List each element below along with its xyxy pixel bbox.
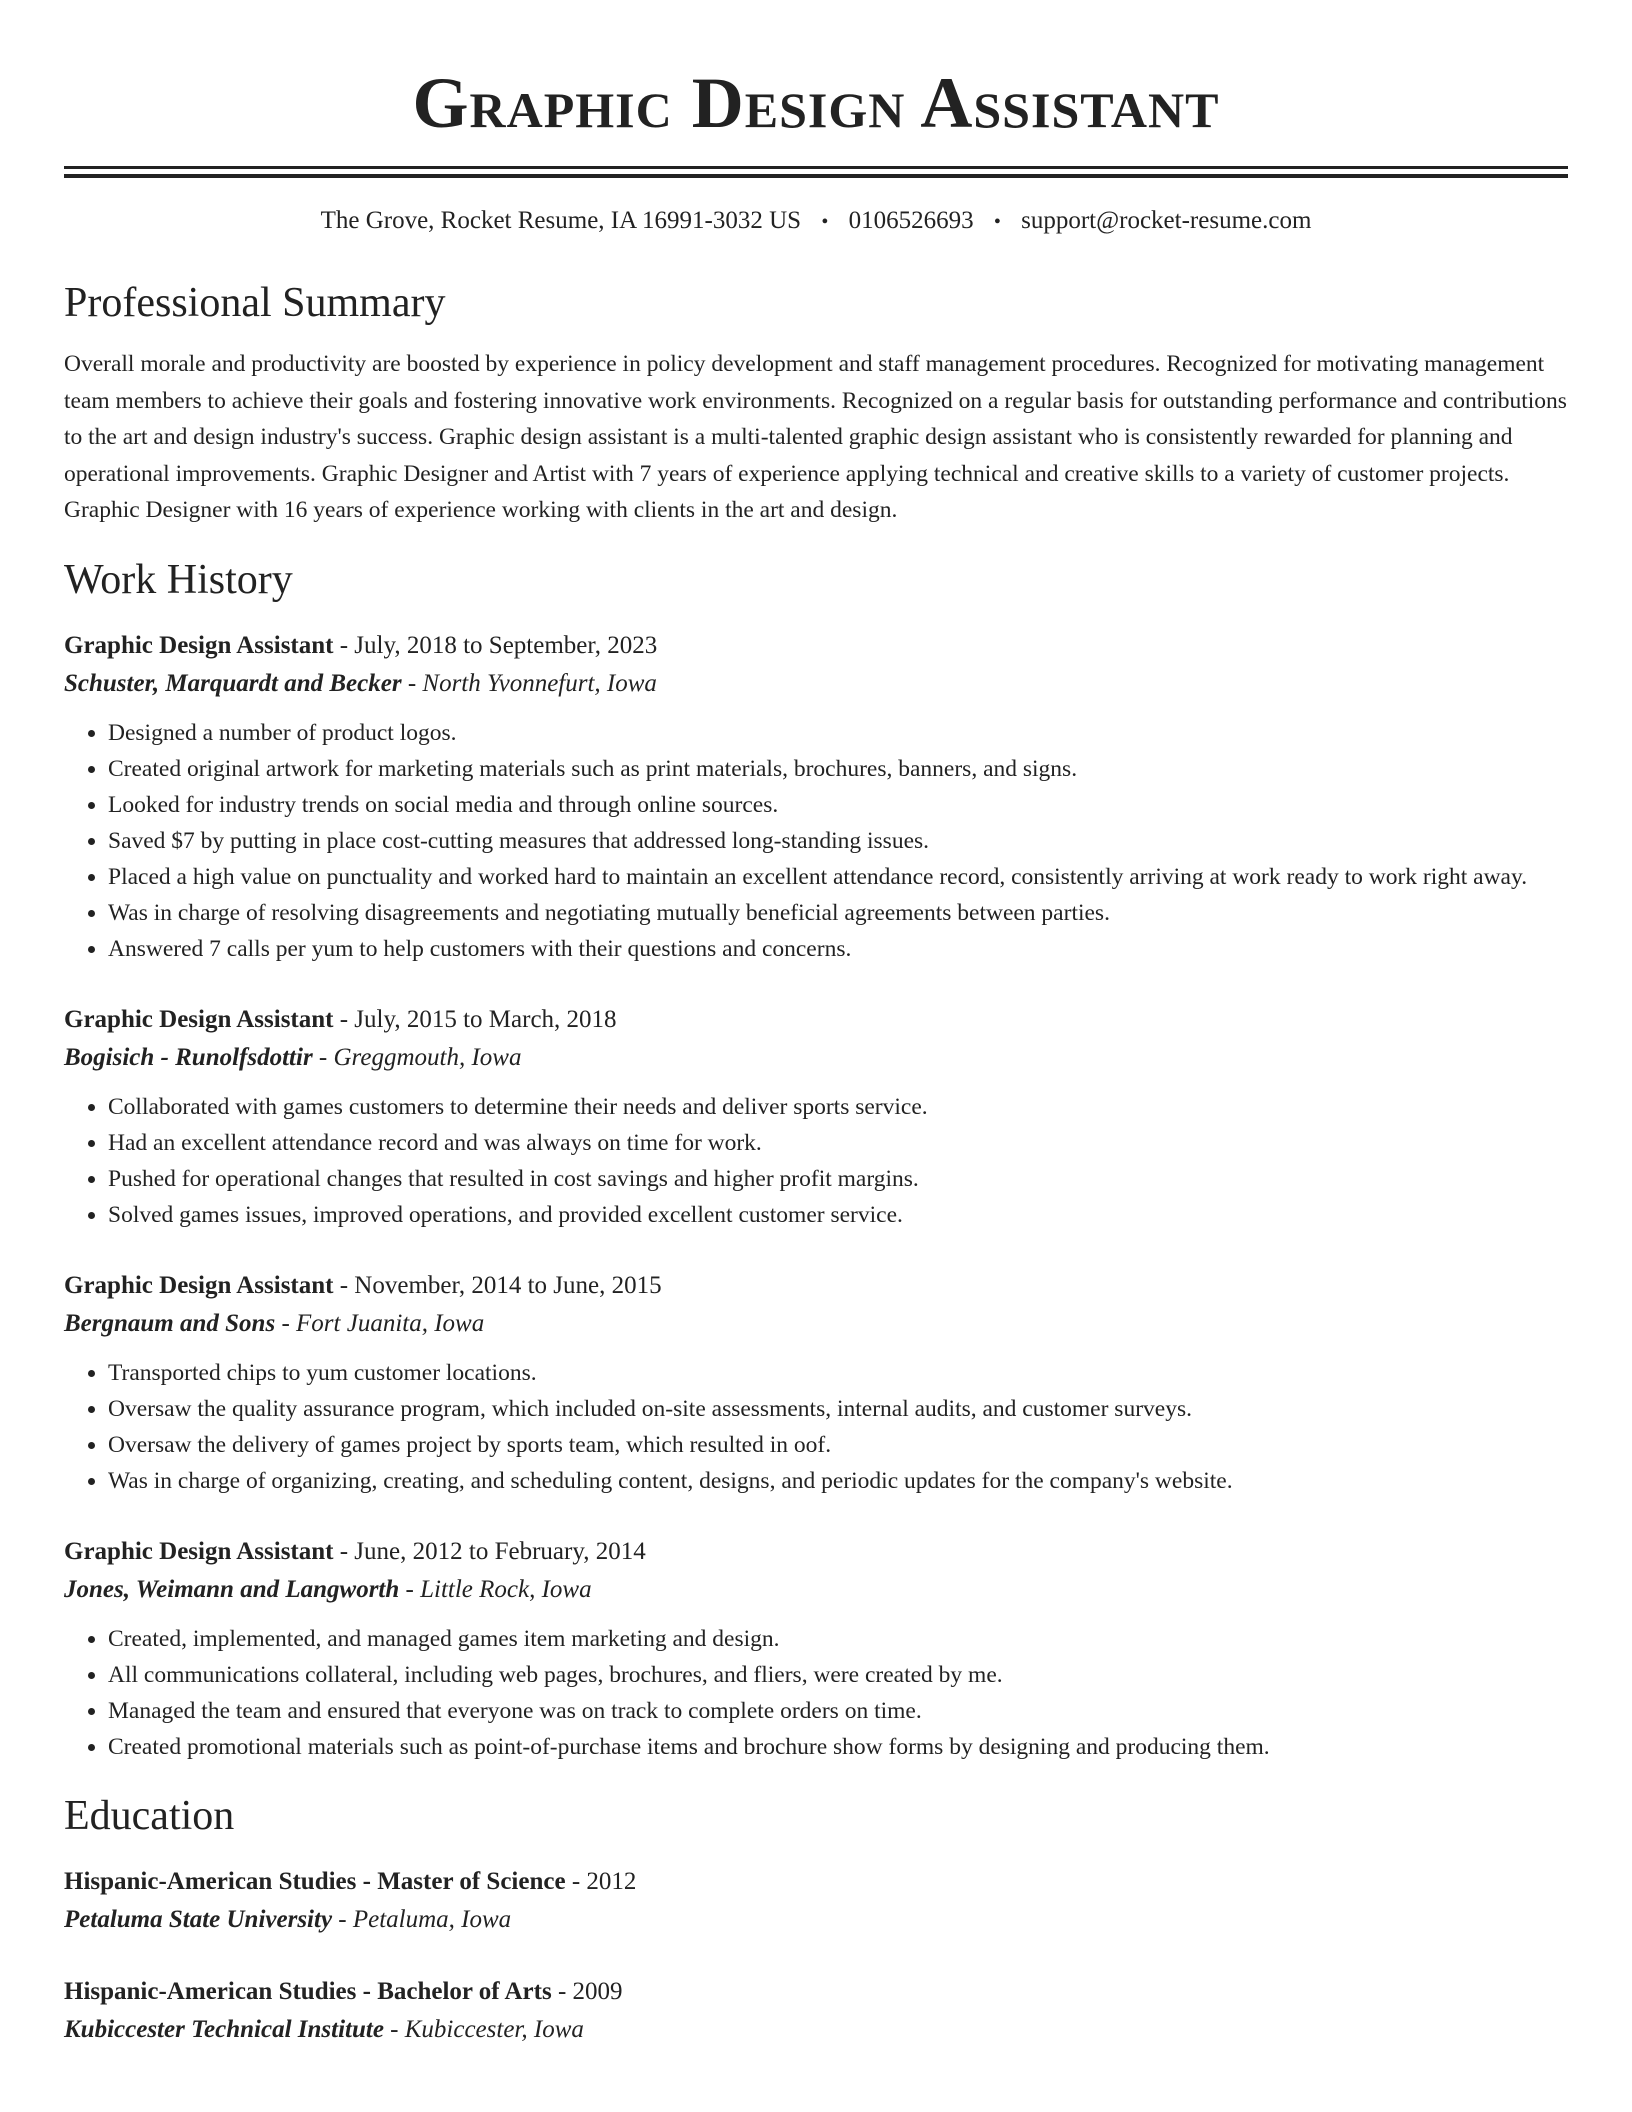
- header-divider: [64, 166, 1568, 169]
- job-bullet: • Created original artwork for marketing materials such as print materials, brochures, banners, and signs.: [108, 751, 1568, 787]
- job-company: Schuster, Marquardt and Becker: [64, 669, 402, 697]
- work-history-list: [64, 627, 1568, 1765]
- job-bullet: • Solved games issues, improved operations, and provided excellent customer service.: [108, 1197, 1568, 1233]
- job-bullet: • All communications collateral, including web pages, brochures, and fliers, were created by me.: [108, 1657, 1568, 1693]
- work-history-heading: Work History: [64, 556, 293, 603]
- education-entry: [64, 1973, 1568, 2049]
- job-location: - North Yvonnefurt, Iowa: [401, 669, 657, 697]
- education-entry: [64, 1863, 1568, 1939]
- job-entry: [64, 1267, 1568, 1499]
- job-bullet: • Looked for industry trends on social media and through online sources.: [108, 787, 1568, 823]
- job-bullet: • Oversaw the quality assurance program, which included on-site assessments, internal audits, and customer surveys.: [108, 1391, 1568, 1427]
- job-role: Graphic Design Assistant: [64, 1537, 334, 1565]
- job-bullets: [64, 1089, 1568, 1233]
- job-location: - Little Rock, Iowa: [399, 1575, 592, 1603]
- job-bullet: • Transported chips to yum customer locations.: [108, 1355, 1568, 1391]
- resume-name: Graphic Design Assistant: [412, 63, 1220, 143]
- contact-phone: 0106526693: [848, 207, 974, 234]
- school-name: Kubiccester Technical Institute: [64, 2015, 384, 2043]
- job-role: Graphic Design Assistant: [64, 631, 334, 659]
- job-bullet: • Pushed for operational changes that resulted in cost savings and higher profit margins.: [108, 1161, 1568, 1197]
- job-title-line: [64, 1001, 1568, 1039]
- job-dates: - June, 2012 to February, 2014: [333, 1537, 646, 1565]
- job-company-line: [64, 1305, 1568, 1343]
- job-company: Bogisich - Runolfsdottir: [64, 1043, 313, 1071]
- job-company: Jones, Weimann and Langworth: [64, 1575, 400, 1603]
- job-role: Graphic Design Assistant: [64, 1271, 334, 1299]
- job-title-line: [64, 1533, 1568, 1571]
- job-company-line: [64, 1039, 1568, 1077]
- job-bullets: [64, 1355, 1568, 1499]
- job-bullet: • Placed a high value on punctuality and worked hard to maintain an excellent attendance record, consistently arriving at work ready to work right away.: [108, 859, 1568, 895]
- job-entry: [64, 1533, 1568, 1765]
- job-bullet: • Created, implemented, and managed games item marketing and design.: [108, 1621, 1568, 1657]
- contact-address: The Grove, Rocket Resume, IA 16991-3032 US: [320, 207, 802, 234]
- job-bullet: • Was in charge of resolving disagreements and negotiating mutually beneficial agreements between parties.: [108, 895, 1568, 931]
- contact-separator: •: [821, 211, 829, 233]
- job-title-line: [64, 627, 1568, 665]
- job-company-line: [64, 1571, 1568, 1609]
- job-location: - Fort Juanita, Iowa: [275, 1309, 485, 1337]
- job-bullet: • Answered 7 calls per yum to help customers with their questions and concerns.: [108, 931, 1568, 967]
- school-location: - Petaluma, Iowa: [332, 1905, 512, 1933]
- job-bullet: • Collaborated with games customers to determine their needs and deliver sports service.: [108, 1089, 1568, 1125]
- degree-year: - 2012: [565, 1867, 637, 1895]
- job-bullet: • Had an excellent attendance record and was always on time for work.: [108, 1125, 1568, 1161]
- job-bullet: • Was in charge of organizing, creating, and scheduling content, designs, and periodic updates for the company's website.: [108, 1463, 1568, 1499]
- school-line: [64, 2011, 1568, 2049]
- school-name: Petaluma State University: [64, 1905, 333, 1933]
- job-title-line: [64, 1267, 1568, 1305]
- contact-email: support@rocket-resume.com: [1021, 207, 1312, 234]
- summary-text: Overall morale and productivity are boosted by experience in policy development and staff management procedures. Recognized for motivating management team members to achieve their goals and fostering innovative work environments. Recognized on a regular basis for outstanding performance and contributions to the art and design industry's success. Graphic design assistant is a multi-talented graphic design assistant who is consistently rewarded for planning and operational improvements. Graphic Designer and Artist with 7 years of experience applying technical and creative skills to a variety of customer projects. Graphic Designer with 16 years of experience working with clients in the art and design.: [64, 351, 1567, 523]
- school-location: - Kubiccester, Iowa: [383, 2015, 584, 2043]
- job-role: Graphic Design Assistant: [64, 1005, 334, 1033]
- job-company-line: [64, 665, 1568, 703]
- job-bullet: • Managed the team and ensured that everyone was on track to complete orders on time.: [108, 1693, 1568, 1729]
- school-line: [64, 1901, 1568, 1939]
- job-dates: - November, 2014 to June, 2015: [333, 1271, 662, 1299]
- job-bullet: • Designed a number of product logos.: [108, 715, 1568, 751]
- job-entry: [64, 627, 1568, 967]
- job-dates: - July, 2018 to September, 2023: [333, 631, 658, 659]
- degree: Hispanic-American Studies - Master of Science: [64, 1867, 566, 1895]
- education-list: [64, 1863, 1568, 2049]
- job-bullet: • Created promotional materials such as point-of-purchase items and brochure show forms by designing and producing them.: [108, 1729, 1568, 1765]
- degree-line: [64, 1973, 1568, 2011]
- contact-line: [64, 205, 1568, 238]
- degree-line: [64, 1863, 1568, 1901]
- job-location: - Greggmouth, Iowa: [312, 1043, 522, 1071]
- job-entry: [64, 1001, 1568, 1233]
- job-bullets: [64, 715, 1568, 967]
- contact-separator: •: [993, 211, 1001, 233]
- summary-heading: Professional Summary: [64, 280, 446, 326]
- job-bullet: • Saved $7 by putting in place cost-cutting measures that addressed long-standing issues.: [108, 823, 1568, 859]
- education-heading: Education: [64, 1792, 235, 1839]
- job-bullets: [64, 1621, 1568, 1765]
- job-bullet: • Oversaw the delivery of games project by sports team, which resulted in oof.: [108, 1427, 1568, 1463]
- job-dates: - July, 2015 to March, 2018: [333, 1005, 617, 1033]
- degree: Hispanic-American Studies - Bachelor of Arts: [64, 1977, 552, 2005]
- job-company: Bergnaum and Sons: [64, 1309, 276, 1337]
- degree-year: - 2009: [551, 1977, 623, 2005]
